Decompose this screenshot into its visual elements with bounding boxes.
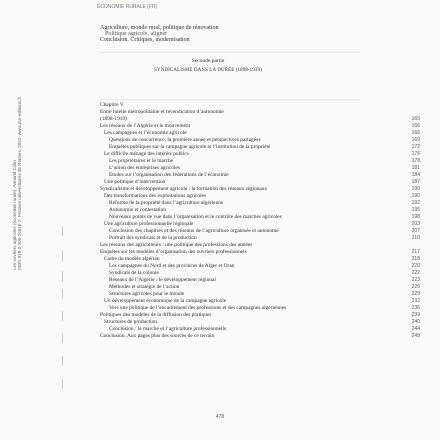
toc-row bbox=[100, 284, 424, 291]
toc-entry-label: Politiques des modèles de la diffusion des pratiques bbox=[100, 312, 212, 318]
toc-entry-label: Une politique d’intervention bbox=[104, 179, 166, 185]
toc-entry-label: Réseaux de l’Algérie : le développement régional bbox=[109, 277, 216, 283]
toc-row bbox=[100, 298, 424, 305]
toc-entry-label: Les campagnes du Nord et des provinces de Alger et Oran bbox=[109, 263, 235, 269]
intro-line-2: Politique agricole, aligner bbox=[105, 31, 168, 37]
margin-rule bbox=[62, 311, 63, 321]
toc-entry-label: Des transformations des exploitations agricoles bbox=[104, 193, 207, 199]
toc-row bbox=[100, 123, 424, 130]
toc-entry-page: 181 bbox=[411, 165, 420, 171]
toc-row bbox=[100, 193, 424, 200]
toc-entry-page: 240 bbox=[411, 319, 420, 325]
toc-row bbox=[100, 228, 424, 235]
toc-entry-label: Portrait des syndicats et de la production bbox=[109, 235, 197, 241]
toc-entry-label: Vers une politique de l’encadrement des professions et des campagnes algériennes bbox=[109, 305, 287, 311]
toc-entry-page: 244 bbox=[411, 326, 420, 332]
toc-entry-label: Structures agricoles pour le monde bbox=[109, 291, 185, 297]
toc-row bbox=[100, 186, 424, 193]
toc-row bbox=[100, 151, 424, 158]
toc-entry-label: Méthodes et stratégie de l’action bbox=[109, 284, 180, 290]
toc-entry-page: 229 bbox=[411, 291, 420, 297]
toc-entry-label: Syndicalisme et développement agricole : la formation des réseaux régionaux bbox=[100, 186, 268, 192]
toc-entry-page: 239 bbox=[411, 312, 420, 318]
toc-entry-page: 166 bbox=[411, 123, 420, 129]
footer-page-number: 478 bbox=[215, 414, 225, 420]
toc-entry-page: 166 bbox=[411, 130, 420, 136]
table-of-contents bbox=[100, 102, 424, 340]
toc-entry-page: 236 bbox=[411, 305, 420, 311]
toc-entry-label: Autonomie et contestation bbox=[109, 207, 166, 213]
toc-entry-page: 210 bbox=[411, 235, 420, 241]
toc-entry-page: 218 bbox=[411, 256, 420, 262]
toc-row bbox=[100, 130, 424, 137]
toc-entry-label: Conclusion des chapitres et des réseaux de l’agriculture organisée et autonome bbox=[109, 228, 279, 234]
toc-entry-page: 198 bbox=[411, 214, 420, 220]
margin-rule bbox=[62, 226, 63, 236]
toc-entry-label: Études sur l’organisation des fédérations de l’économie bbox=[109, 172, 229, 178]
margin-rule bbox=[62, 271, 63, 282]
toc-entry-page: 169 bbox=[411, 137, 420, 143]
toc-entry-label: Conclusion : le marché et l’agriculture professionnelle bbox=[109, 326, 227, 332]
toc-entry-page: 165 bbox=[411, 116, 420, 122]
toc-row bbox=[100, 221, 424, 228]
margin-rule bbox=[62, 356, 63, 366]
side-copyright-note bbox=[12, 96, 22, 270]
toc-row bbox=[100, 319, 424, 326]
toc-row bbox=[100, 200, 424, 207]
toc-entry-label: Questions de concurrence, la première année et perspectives partagées bbox=[109, 137, 261, 143]
part-title: Seconde partie bbox=[191, 58, 225, 64]
intro-block bbox=[100, 25, 340, 43]
toc-row bbox=[100, 102, 424, 109]
toc-row bbox=[100, 333, 424, 340]
margin-rule bbox=[62, 250, 63, 262]
toc-entry-page: 226 bbox=[411, 284, 420, 290]
toc-entry-label: Syndicats de la colonie bbox=[109, 270, 159, 276]
toc-row bbox=[100, 235, 424, 242]
toc-row bbox=[100, 256, 424, 263]
toc-row bbox=[100, 249, 424, 256]
toc-entry-page: 249 bbox=[411, 333, 420, 339]
publication-header: ÉCONOMIE RURALE (FR) bbox=[97, 4, 158, 10]
toc-entry-page: 190 bbox=[411, 186, 420, 192]
toc-entry-page: 184 bbox=[411, 172, 420, 178]
toc-entry-label: Enquêtes publiques sur la campagne agricole et l’institution de la propriété bbox=[109, 144, 271, 150]
toc-row bbox=[100, 165, 424, 172]
toc-entry-label: Le difficile ménage des intérêts publics bbox=[104, 151, 189, 157]
toc-entry-page: 172 bbox=[411, 144, 420, 150]
toc-row bbox=[100, 305, 424, 312]
toc-entry-page: 178 bbox=[411, 158, 420, 164]
toc-row bbox=[100, 326, 424, 333]
toc-entry-page: 217 bbox=[411, 249, 420, 255]
toc-entry-label: L’union des entreprises agricoles bbox=[109, 165, 180, 171]
toc-row bbox=[100, 277, 424, 284]
side-meta-line-2: ISBN 978-2-200-25845-7. Presses universitaires de Rennes, 2022. www.pur-editions.fr bbox=[17, 96, 22, 270]
toc-row bbox=[100, 158, 424, 165]
section-separator bbox=[100, 99, 360, 100]
toc-row bbox=[100, 270, 424, 277]
toc-entry-label: (1898-1919) bbox=[100, 116, 127, 122]
toc-entry-label: Structures de production bbox=[104, 319, 157, 325]
toc-entry-label: Chapitre V bbox=[100, 102, 124, 108]
toc-entry-label: Enquêtes sur les modèles d’organisation des ouvriers professionnels bbox=[100, 249, 247, 255]
toc-row bbox=[100, 291, 424, 298]
toc-entry-label: Les réseaux des agriculteurs : une politique des professions des années bbox=[100, 242, 253, 248]
toc-entry-label: Les campagnes et l’économie agricole bbox=[104, 130, 187, 136]
toc-entry-label: Conclusion. Aux pages plus des sources de ce terrain bbox=[100, 333, 215, 339]
toc-entry-page: 207 bbox=[411, 228, 420, 234]
toc-entry-page: 223 bbox=[411, 277, 420, 283]
toc-row bbox=[100, 172, 424, 179]
toc-entry-page: 192 bbox=[411, 200, 420, 206]
toc-entry-page: 222 bbox=[411, 270, 420, 276]
page-header bbox=[97, 4, 317, 10]
intro-line-1: Agriculture, monde rural, politique de rénovation bbox=[100, 25, 219, 31]
toc-row bbox=[100, 214, 424, 221]
toc-row bbox=[100, 144, 424, 151]
toc-entry-page: 220 bbox=[411, 263, 420, 269]
toc-entry-page: 232 bbox=[411, 298, 420, 304]
toc-entry-page: 187 bbox=[411, 179, 420, 185]
toc-entry-label: Un développement économique de la campagne agricole bbox=[104, 298, 227, 304]
toc-entry-label: Entre tutelle métropolitaine et revendication d’autonomie bbox=[100, 109, 224, 115]
intro-line-3: Conclusion. Critiques, modernisation bbox=[100, 37, 190, 43]
part-subtitle: SYNDICALISME DANS LA DURÉE (1898-1939) bbox=[154, 68, 262, 73]
side-meta-line-1: Les ouvriers agricoles (économie rurale), Armand Colin bbox=[12, 160, 17, 270]
toc-entry-label: Une agriculture professionnelle régionale bbox=[104, 221, 194, 227]
toc-row bbox=[100, 207, 424, 214]
part-heading bbox=[138, 58, 278, 74]
toc-row bbox=[100, 137, 424, 144]
toc-entry-page: 203 bbox=[411, 221, 420, 227]
toc-row bbox=[100, 312, 424, 319]
toc-entry-page: 176 bbox=[411, 151, 420, 157]
margin-rule bbox=[62, 333, 63, 343]
toc-entry-label: Cadre du modèle algérien bbox=[104, 256, 160, 262]
section-separator bbox=[100, 52, 360, 53]
toc-row bbox=[100, 263, 424, 270]
toc-row bbox=[100, 179, 424, 186]
toc-row bbox=[100, 116, 424, 123]
toc-entry-page: 190 bbox=[411, 193, 420, 199]
toc-row bbox=[100, 242, 424, 249]
margin-rule bbox=[62, 289, 63, 299]
toc-entry-label: Nouveaux points de vue dans l’organisation et le contrôle des marchés agricoles bbox=[109, 214, 282, 220]
margin-rule bbox=[62, 379, 63, 389]
toc-entry-label: Les réseaux de l’Algérie et le mouvement bbox=[100, 123, 191, 129]
toc-entry-page: 195 bbox=[411, 207, 420, 213]
toc-entry-label: Réforme de la propriété dans l’agriculture algérienne bbox=[109, 200, 224, 206]
toc-row bbox=[100, 109, 424, 116]
toc-entry-label: Les propriétaires et le marché bbox=[109, 158, 174, 164]
